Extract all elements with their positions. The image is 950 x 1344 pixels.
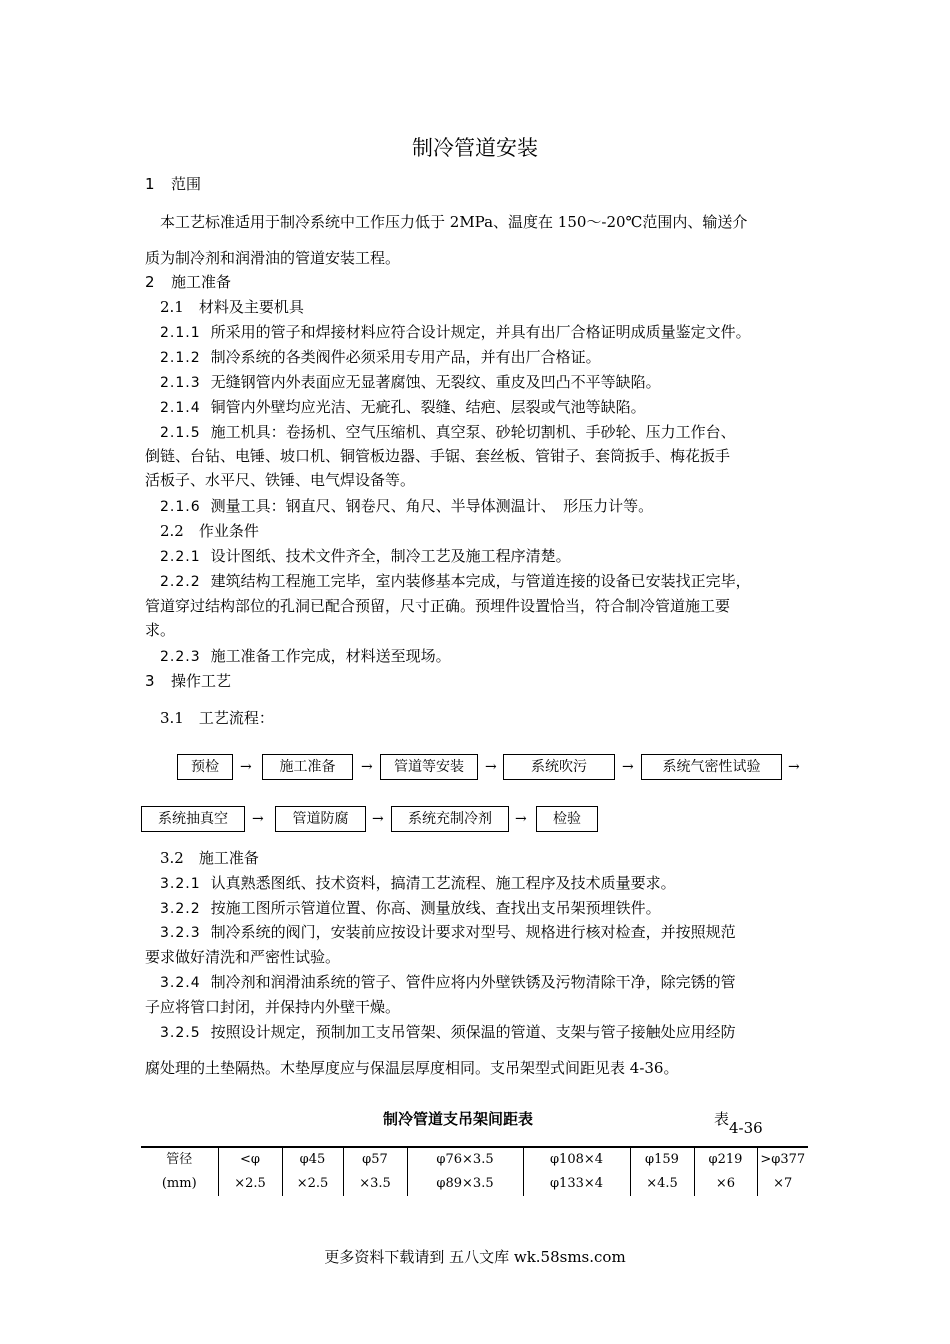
footer-download-link[interactable]: 更多资料下载请到 五八文库 wk.58sms.com: [324, 1248, 626, 1266]
table-cell: >φ377: [757, 1147, 808, 1172]
item-3-2-3-line-2: 要求做好清洗和严密性试验。: [145, 948, 341, 966]
item-number: 2.2.1: [160, 549, 201, 565]
item-2-1-4: [160, 395, 646, 420]
item-2-2-2-line-3: 求。: [145, 621, 176, 639]
subsection-3-2: 3.2 施工准备: [160, 849, 259, 867]
item-3-2-2: [160, 896, 661, 921]
item-text: 施工机具：卷扬机、空气压缩机、真空泵、砂轮切割机、手砂轮、压力工作台、: [210, 423, 736, 441]
item-2-2-2-line-2: 管道穿过结构部位的孔洞已配合预留，尺寸正确。预埋件设置恰当，符合制冷管道施工要: [145, 597, 731, 615]
arrow-icon: →: [515, 811, 527, 827]
item-number: 3.2.5: [160, 1025, 201, 1041]
subsection-2-2: 2.2 作业条件: [160, 522, 259, 540]
table-cell: φ219: [694, 1147, 757, 1172]
item-2-1-1: [160, 320, 751, 345]
item-number: 2.1.4: [160, 400, 201, 416]
item-text: 制冷系统的阀门，安装前应按设计要求对型号、规格进行核对检查，并按照规范: [210, 923, 736, 941]
table-cell: ×6: [694, 1172, 757, 1196]
support-spacing-table: [141, 1146, 808, 1196]
table-row: [141, 1147, 808, 1172]
arrow-icon: →: [252, 811, 264, 827]
flow-step-pipe-installation: 管道等安装: [380, 754, 478, 780]
item-2-1-5-line-3: 活板子、水平尺、铁锤、电气焊设备等。: [145, 471, 416, 489]
table-cell: ×3.5: [343, 1172, 407, 1196]
item-text: 测量工具：钢直尺、钢卷尺、角尺、半导体测温计、 形压力计等。: [210, 497, 654, 515]
item-number: 3.2.1: [160, 876, 201, 892]
table-cell: (mm): [161, 1176, 197, 1191]
flow-step-final-inspection: 检验: [536, 806, 598, 832]
item-text: 无缝钢管内外表面应无显著腐蚀、无裂纹、重皮及凹凸不平等缺陷。: [210, 373, 661, 391]
section-number: 2: [145, 273, 155, 291]
item-2-1-6: [160, 494, 653, 519]
arrow-icon: →: [788, 759, 800, 775]
table-cell: φ76×3.5: [407, 1147, 523, 1172]
table-title: 制冷管道支吊架间距表: [383, 1110, 534, 1128]
flow-step-refrigerant-charging: 系统充制冷剂: [391, 806, 509, 832]
section-1-heading: [145, 172, 201, 196]
table-cell: ×2.5: [282, 1172, 343, 1196]
flow-step-anticorrosion: 管道防腐: [275, 806, 366, 832]
item-number: 2.1.3: [160, 375, 201, 391]
table-cell: φ57: [343, 1147, 407, 1172]
item-number: 2.1.1: [160, 325, 201, 341]
item-2-1-5: [160, 420, 736, 445]
item-2-1-5-line-2: 倒链、台钻、电锤、坡口机、铜管板边器、手锯、套丝板、管钳子、套筒扳手、梅花扳手: [145, 447, 731, 465]
page-title: 制冷管道安装: [412, 136, 538, 160]
section-heading-text: 范围: [171, 175, 202, 193]
item-3-2-4: [160, 970, 736, 995]
item-text: 建筑结构工程施工完毕，室内装修基本完成，与管道连接的设备已安装找正完毕，: [210, 572, 751, 590]
item-3-2-5: [160, 1020, 736, 1045]
item-2-2-3: [160, 644, 451, 669]
item-number: 3.2.2: [160, 901, 201, 917]
table-cell: φ108×4: [523, 1147, 630, 1172]
table-cell: φ133×4: [523, 1172, 630, 1196]
item-3-2-5-line-2: 腐处理的土垫隔热。木垫厚度应与保温层厚度相同。支吊架型式间距见表 4-36。: [145, 1059, 679, 1077]
arrow-icon: →: [485, 759, 497, 775]
table-cell: <φ: [218, 1147, 282, 1172]
table-cell: φ45: [282, 1147, 343, 1172]
section-heading-text: 操作工艺: [171, 672, 232, 690]
table-cell: ×2.5: [218, 1172, 282, 1196]
arrow-icon: →: [361, 759, 373, 775]
section-number: 1: [145, 175, 155, 193]
item-3-2-4-line-2: 子应将管口封闭，并保持内外壁干燥。: [145, 998, 401, 1016]
item-text: 制冷剂和润滑油系统的管子、管件应将内外壁铁锈及污物清除干净，除完锈的管: [210, 973, 736, 991]
item-number: 3.2.4: [160, 975, 201, 991]
table-row: [141, 1172, 808, 1196]
subsection-2-1: 2.1 材料及主要机具: [160, 298, 304, 316]
arrow-icon: →: [622, 759, 634, 775]
item-text: 认真熟悉图纸、技术资料，搞清工艺流程、施工程序及技术质量要求。: [210, 874, 676, 892]
item-text: 设计图纸、技术文件齐全，制冷工艺及施工程序清楚。: [210, 547, 571, 565]
item-number: 2.2.3: [160, 649, 201, 665]
subsection-3-1: 3.1 工艺流程：: [160, 709, 274, 727]
table-cell: φ89×3.5: [407, 1172, 523, 1196]
item-number: 2.1.6: [160, 499, 201, 515]
flow-step-evacuation: 系统抽真空: [141, 806, 245, 832]
flow-step-inspection: 预检: [177, 754, 233, 780]
scope-paragraph-line-2: 质为制冷剂和润滑油的管道安装工程。: [145, 249, 401, 267]
item-number: 2.1.2: [160, 350, 201, 366]
item-text: 制冷系统的各类阀件必须采用专用产品，并有出厂合格证。: [210, 348, 601, 366]
item-text: 所采用的管子和焊接材料应符合设计规定，并具有出厂合格证明成质量鉴定文件。: [210, 323, 751, 341]
item-number: 3.2.3: [160, 925, 201, 941]
item-text: 按照设计规定，预制加工支吊管架、须保温的管道、支架与管子接触处应用经防: [210, 1023, 736, 1041]
flow-step-preparation: 施工准备: [262, 754, 353, 780]
item-text: 铜管内外壁均应光洁、无疵孔、裂缝、结疤、层裂或气池等缺陷。: [210, 398, 646, 416]
scope-paragraph-line-1: 本工艺标准适用于制冷系统中工作压力低于 2MPa、温度在 150～-20℃范围内、输送介: [160, 213, 748, 231]
item-3-2-3: [160, 920, 736, 945]
item-2-2-2: [160, 569, 751, 594]
section-3-heading: [145, 669, 231, 693]
table-cell: ×4.5: [630, 1172, 694, 1196]
item-2-1-2: [160, 345, 601, 370]
item-2-1-3: [160, 370, 661, 395]
flow-step-air-tightness-test: 系统气密性试验: [641, 754, 782, 780]
item-text: 施工准备工作完成，材料送至现场。: [210, 647, 451, 665]
table-cell: 管径: [141, 1147, 218, 1172]
item-number: 2.2.2: [160, 574, 201, 590]
item-text: 按施工图所示管道位置、你高、测量放线、查找出支吊架预埋铁件。: [210, 899, 661, 917]
table-label: 表: [714, 1110, 730, 1128]
table-number: [714, 1108, 763, 1137]
section-2-heading: [145, 270, 231, 294]
table-cell: φ159: [630, 1147, 694, 1172]
item-3-2-1: [160, 871, 676, 896]
item-2-2-1: [160, 544, 571, 569]
table-cell: ×7: [757, 1172, 808, 1196]
section-heading-text: 施工准备: [171, 273, 232, 291]
item-number: 2.1.5: [160, 425, 201, 441]
section-number: 3: [145, 672, 155, 690]
table-number-value: 4-36: [729, 1119, 763, 1137]
arrow-icon: →: [372, 811, 384, 827]
flow-step-blowdown: 系统吹污: [503, 754, 615, 780]
arrow-icon: →: [240, 759, 252, 775]
